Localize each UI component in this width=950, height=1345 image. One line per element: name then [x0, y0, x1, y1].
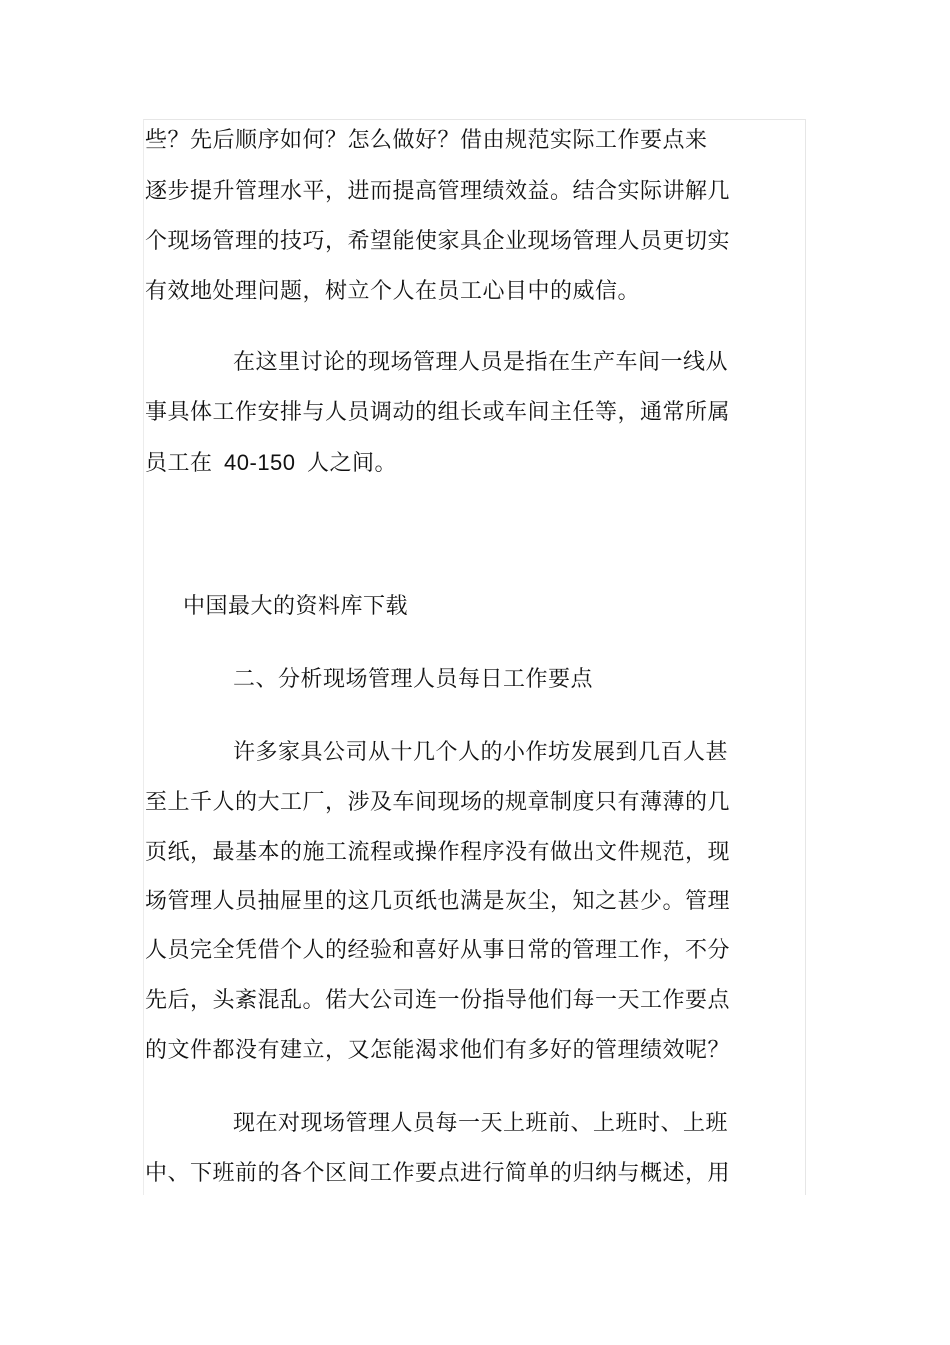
- paragraph-2-line-3-tail: 人之间。: [307, 451, 398, 476]
- paragraph-1-line-1: 些？先后顺序如何？怎么做好？借由规范实际工作要点来: [145, 128, 708, 153]
- paragraph-3-line-7: 的文件都没有建立，又怎能渴求他们有多好的管理绩效呢？: [145, 1038, 731, 1063]
- section-heading: 二、分析现场管理人员每日工作要点: [233, 667, 594, 692]
- paragraph-3-line-4: 场管理人员抽屉里的这几页纸也满是灰尘，知之甚少。管理: [145, 889, 731, 914]
- paragraph-3-line-1: 许多家具公司从十几个人的小作坊发展到几百人甚: [233, 740, 729, 765]
- paragraph-2-line-3-head: 员工在: [145, 451, 213, 476]
- paragraph-4-line-1: 现在对现场管理人员每一天上班前、上班时、上班: [233, 1111, 729, 1136]
- paragraph-3-line-5: 人员完全凭借个人的经验和喜好从事日常的管理工作，不分: [145, 938, 731, 963]
- headcount-range: 40-150: [224, 450, 296, 475]
- paragraph-1-line-2: 逐步提升管理水平，进而提高管理绩效益。结合实际讲解几: [145, 179, 731, 204]
- paragraph-2-line-1: 在这里讨论的现场管理人员是指在生产车间一线从: [233, 350, 729, 375]
- paragraph-1-line-3: 个现场管理的技巧，希望能使家具企业现场管理人员更切实: [145, 229, 731, 254]
- paragraph-1-line-4: 有效地处理问题，树立个人在员工心目中的威信。: [145, 279, 641, 304]
- paragraph-4-line-2: 中、下班前的各个区间工作要点进行简单的归纳与概述，用: [145, 1161, 731, 1186]
- banner-text: 中国最大的资料库下载: [183, 594, 409, 619]
- paragraph-3-line-2: 至上千人的大工厂，涉及车间现场的规章制度只有薄薄的几: [145, 790, 731, 815]
- paragraph-2-line-3: [145, 449, 397, 478]
- paragraph-3-line-6: 先后，头紊混乱。偌大公司连一份指导他们每一天工作要点: [145, 988, 731, 1013]
- paragraph-2-line-2: 事具体工作安排与人员调动的组长或车间主任等，通常所属: [145, 400, 731, 425]
- paragraph-3-line-3: 页纸，最基本的施工流程或操作程序没有做出文件规范，现: [145, 840, 731, 865]
